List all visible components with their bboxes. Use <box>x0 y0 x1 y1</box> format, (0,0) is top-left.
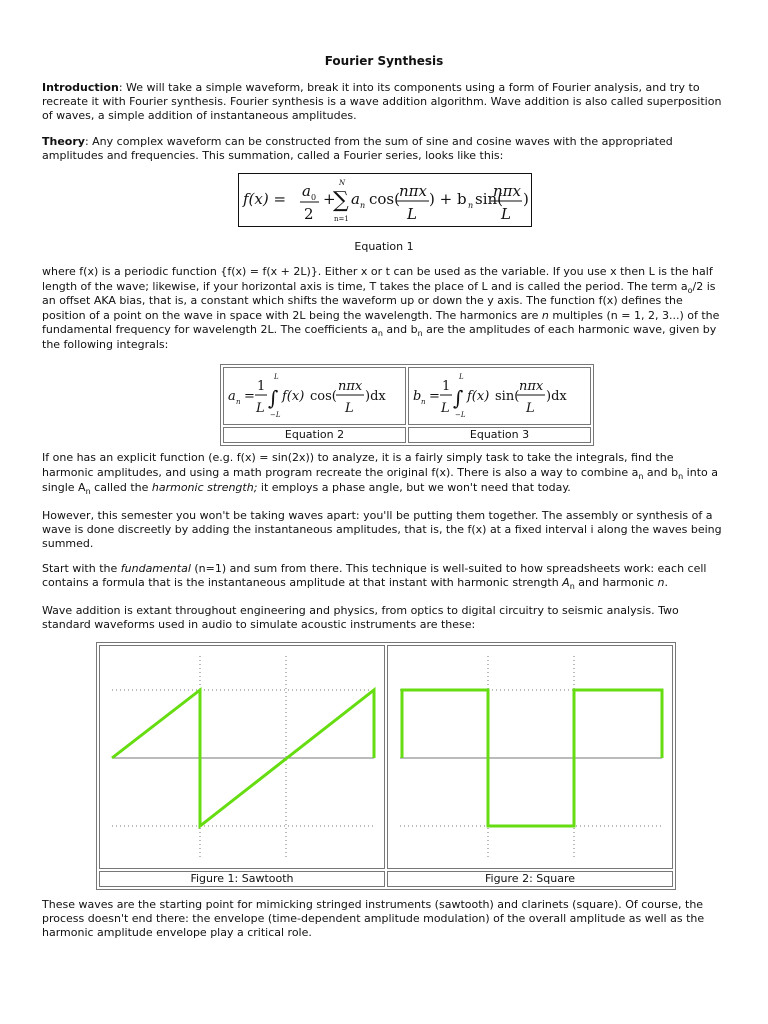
eq1-den-2: L <box>501 205 511 223</box>
theory-label: Theory <box>42 135 85 148</box>
equation-1-formula <box>239 174 531 226</box>
eq1-bn-sub: n <box>468 201 474 210</box>
eq2-fx: f(x) <box>282 389 305 404</box>
eq3-lower: −L <box>455 411 466 419</box>
eq1-close-plus: ) + b <box>429 190 467 208</box>
eq2-L: L <box>256 401 265 416</box>
explicit-text-1: If one has an explicit function (e.g. f(x) = sin(2x)) to analyze, it is a fairly simply task to take the integrals, find the harmonic amplitudes, and using a math program recreate the original f(x). There is also a way to combine a <box>42 451 674 479</box>
equation-2-formula <box>224 368 405 420</box>
start-text-3: and harmonic <box>574 576 658 589</box>
equation-2-caption: Equation 2 <box>223 427 406 443</box>
intro-paragraph <box>42 81 726 123</box>
figure-1-cell <box>99 645 385 869</box>
explicit-text-3: into a single A <box>42 466 718 494</box>
eq1-plus: + <box>323 190 336 208</box>
figure-2-cell <box>387 645 673 869</box>
eq1-a0-sub: 0 <box>311 193 317 202</box>
sigma-symbol: ∑ <box>333 188 349 213</box>
fx-text-2: /2 is an offset AKA bias, that is, a constant which shifts the waveform up or down the y axis. The function f(x) defines the position of a point on the wave in space with 2L being the wavelength. The harmonics are <box>42 279 716 322</box>
figures-table <box>96 642 676 890</box>
eq3-func: sin( <box>495 389 520 404</box>
fx-text-1: where f(x) is a periodic function {f(x) = f(x + 2L)}. Either x or t can be used as the variable. If you use x then L is the half length of the wave; likewise, if your horizontal axis is time, T takes the place of L and is called the period. The term a <box>42 265 713 293</box>
eq1-num-1: nπx <box>399 182 427 200</box>
explicit-paragraph <box>42 450 726 495</box>
eq2-den: L <box>345 401 354 416</box>
eq3-dx: )dx <box>546 389 567 404</box>
fx-text-4: and b <box>382 323 418 336</box>
An-italic: A <box>562 576 570 589</box>
eq1-an: a <box>351 190 360 208</box>
harmonic-strength-italic: harmonic strength; <box>151 481 258 494</box>
fundamental-italic: fundamental <box>120 562 191 575</box>
eq2-upper: L <box>274 373 279 381</box>
explicit-text-2: and b <box>643 466 679 479</box>
eq1-two: 2 <box>304 205 314 223</box>
equation-3-formula <box>409 368 590 420</box>
eq1-an-sub: n <box>360 201 366 210</box>
explicit-sub-an: n <box>638 472 644 482</box>
eq2-num: nπx <box>338 379 363 394</box>
figure-1-caption: Figure 1: Sawtooth <box>99 871 385 887</box>
equation-1-caption: Equation 1 <box>354 240 414 253</box>
eq3-one: 1 <box>442 379 451 394</box>
intro-label: Introduction <box>42 81 119 94</box>
eq3-upper: L <box>459 373 464 381</box>
theory-paragraph <box>42 135 726 163</box>
intro-text: : We will take a simple waveform, break it into its components using a form of Fourier analysis, and try to recreate it with Fourier synthesis. Fourier synthesis is a wave addition algorithm. Wave addition is also called superposition of waves, a simple addition of instantaneous amplitudes. <box>42 81 722 122</box>
eq2-dx: )dx <box>365 389 386 404</box>
eq2-lhs-sub: n <box>236 398 241 406</box>
eq3-num: nπx <box>519 379 544 394</box>
eq3-lhs-sub: n <box>421 398 426 406</box>
eq3-L: L <box>441 401 450 416</box>
wave-paragraph: Wave addition is extant throughout engineering and physics, from optics to digital circuitry to seismic analysis. Two standard waveforms used in audio to simulate acoustic instruments are these: <box>42 604 679 631</box>
eq1-a0: a <box>302 182 311 200</box>
start-text-2: (n=1) and sum from there. This technique is well-suited to how spreadsheets work: each cell contains a formula that is the instantaneous amplitude at that instant with harmonic strength <box>42 562 707 589</box>
fx-text-5: are the amplitudes of each harmonic wave, given by the following integrals: <box>42 323 717 351</box>
eq1-sum-top: N <box>339 179 346 187</box>
eq1-close: ) <box>523 190 529 208</box>
eq1-sum-bottom: n=1 <box>334 215 349 223</box>
eq3-equals: = <box>429 389 440 404</box>
explicit-text-5: it employs a phase angle, but we won't need that today. <box>257 481 571 494</box>
eq2-one: 1 <box>257 379 266 394</box>
eq1-sin: sin( <box>475 190 504 208</box>
eq1-lhs: f(x) = <box>243 190 287 208</box>
figure-2-caption: Figure 2: Square <box>387 871 673 887</box>
fx-text-3: multiples (n = 1, 2, 3...) of the fundamental frequency for wavelength 2L. The coefficients a <box>42 308 720 336</box>
integral-symbol: ∫ <box>268 386 279 410</box>
fx-sub-an: n <box>377 329 383 339</box>
explicit-text-4: called the <box>90 481 152 494</box>
however-paragraph: However, this semester you won't be taking waves apart: you'll be putting them together. The assembly or synthesis of a wave is done discreetly by adding the instantaneous amplitudes, that is, the f(x) at a fixed interval i along the waves being summed. <box>42 509 722 550</box>
explicit-sub-An: n <box>85 487 91 497</box>
equation-3-cell <box>408 367 591 425</box>
equations-2-3-table <box>220 364 594 446</box>
start-text-4: . <box>664 576 669 589</box>
fx-n-italic: n <box>541 308 549 322</box>
eq2-func: cos( <box>310 389 337 404</box>
start-paragraph <box>42 562 726 590</box>
eq3-den: L <box>526 401 535 416</box>
closing-paragraph: These waves are the starting point for mimicking stringed instruments (sawtooth) and clarinets (square). Of course, the process doesn't end there: the envelope (time-dependent amplitude modulation) of the overall amplitude as well as the harmonic amplitude envelope play a critical role. <box>42 898 705 939</box>
fx-sub-o: o <box>687 285 693 295</box>
integral-symbol: ∫ <box>453 386 464 410</box>
start-text-1: Start with the <box>42 562 121 575</box>
n-italic: n <box>657 576 665 589</box>
explicit-sub-bn: n <box>678 472 684 482</box>
An-sub: n <box>569 582 575 592</box>
equation-2-cell <box>223 367 406 425</box>
theory-text: : Any complex waveform can be constructed from the sum of sine and cosine waves with the appropriated amplitudes and frequencies. This summation, called a Fourier series, looks like this: <box>42 135 673 162</box>
eq2-equals: = <box>244 389 255 404</box>
eq3-fx: f(x) <box>467 389 490 404</box>
eq2-lower: −L <box>270 411 281 419</box>
eq1-cos: cos( <box>369 190 400 208</box>
equation-1-box <box>238 173 532 227</box>
page-title: Fourier Synthesis <box>324 54 444 68</box>
eq1-den-1: L <box>407 205 417 223</box>
equation-3-caption: Equation 3 <box>408 427 591 443</box>
fx-sub-bn: n <box>417 329 423 339</box>
eq1-num-2: nπx <box>493 182 521 200</box>
fx-paragraph <box>42 265 726 352</box>
square-plot <box>388 646 672 868</box>
eq3-lhs: b <box>413 389 422 404</box>
sawtooth-plot <box>100 646 384 868</box>
eq2-lhs: a <box>228 389 236 404</box>
